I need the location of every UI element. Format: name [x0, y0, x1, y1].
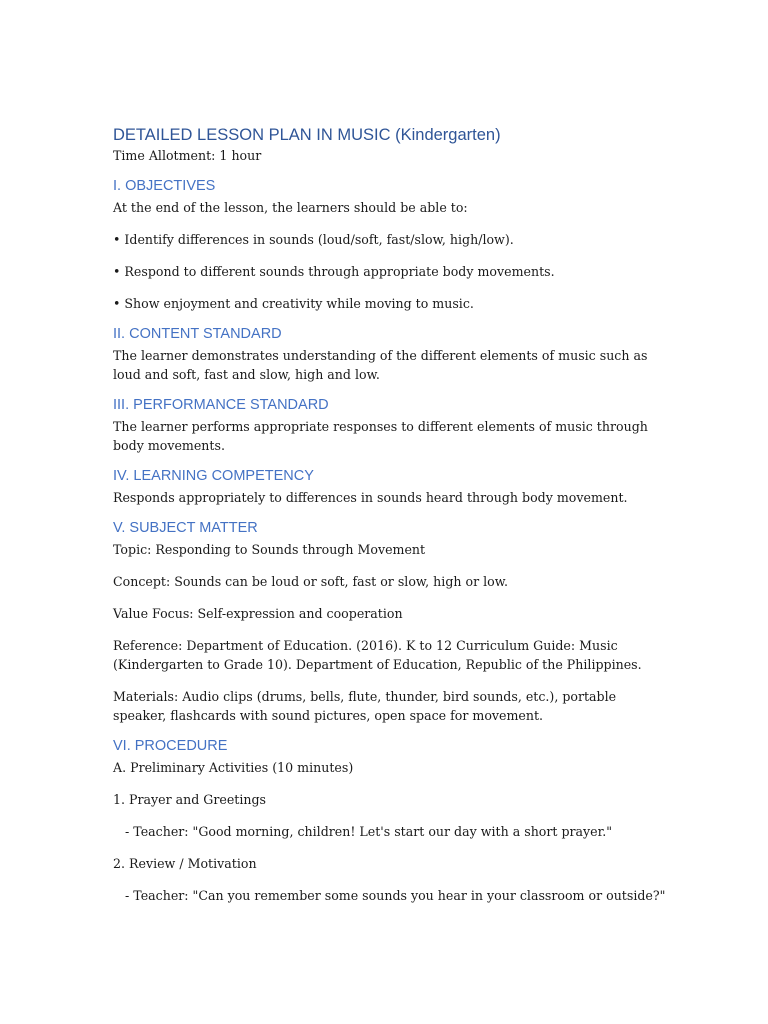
heading-learning-competency: IV. LEARNING COMPETENCY	[113, 468, 314, 484]
heading-subject-matter: V. SUBJECT MATTER	[113, 520, 258, 536]
lesson-plan-document	[113, 124, 666, 918]
subject-value-focus: Value Focus: Self-expression and cooperation	[113, 606, 403, 621]
subject-concept: Concept: Sounds can be loud or soft, fast or slow, high or low.	[113, 574, 509, 589]
objective-item: • Identify differences in sounds (loud/soft, fast/slow, high/low).	[113, 232, 514, 247]
procedure-step-prayer: 1. Prayer and Greetings	[113, 792, 267, 807]
subject-materials: Materials: Audio clips (drums, bells, flute, thunder, bird sounds, etc.), portable speaker, flashcards with sound pictures, open space for movement.	[113, 689, 617, 723]
heading-performance-standard: III. PERFORMANCE STANDARD	[113, 397, 329, 413]
subject-topic: Topic: Responding to Sounds through Movement	[113, 542, 426, 557]
heading-procedure: VI. PROCEDURE	[113, 738, 228, 754]
performance-standard-text: The learner performs appropriate responses to different elements of music through body movements.	[113, 419, 648, 453]
heading-content-standard: II. CONTENT STANDARD	[113, 326, 282, 342]
heading-objectives: I. OBJECTIVES	[113, 178, 216, 194]
procedure-preliminary: A. Preliminary Activities (10 minutes)	[113, 760, 354, 775]
objective-item: • Show enjoyment and creativity while moving to music.	[113, 296, 474, 311]
procedure-step-review-teacher: - Teacher: "Can you remember some sounds you hear in your classroom or outside?"	[113, 888, 666, 903]
time-allotment: Time Allotment: 1 hour	[113, 148, 262, 163]
procedure-step-review: 2. Review / Motivation	[113, 856, 257, 871]
objective-item: • Respond to different sounds through appropriate body movements.	[113, 264, 555, 279]
learning-competency-text: Responds appropriately to differences in sounds heard through body movement.	[113, 490, 628, 505]
content-standard-text: The learner demonstrates understanding of the different elements of music such as loud and soft, fast and slow, high and low.	[113, 348, 648, 382]
document-title: DETAILED LESSON PLAN IN MUSIC (Kindergarten)	[113, 126, 501, 144]
procedure-step-prayer-teacher: - Teacher: "Good morning, children! Let's start our day with a short prayer."	[113, 824, 613, 839]
objectives-intro: At the end of the lesson, the learners should be able to:	[113, 200, 468, 215]
subject-reference: Reference: Department of Education. (2016). K to 12 Curriculum Guide: Music (Kindergarten to Grade 10). Department of Education, Republic of the Philippines.	[113, 638, 642, 672]
